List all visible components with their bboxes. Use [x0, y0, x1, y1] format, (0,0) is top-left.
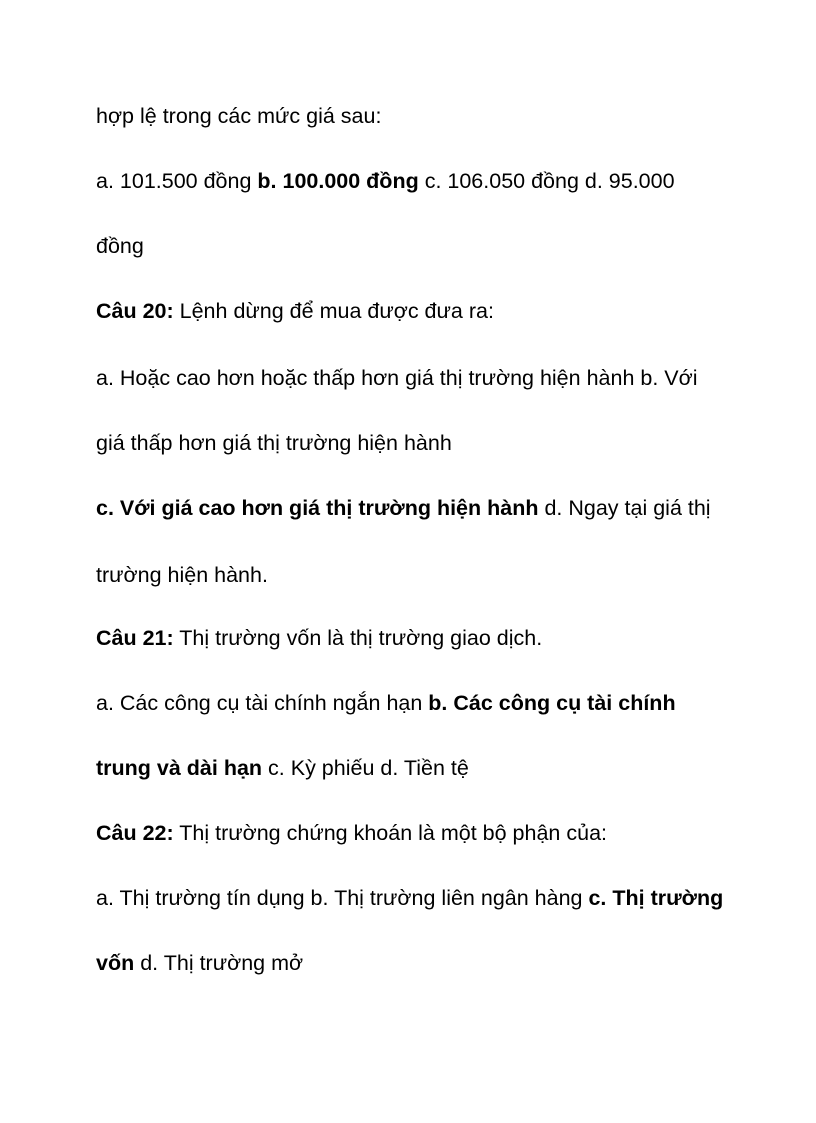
- q22-option-d: d. Thị trường mở: [134, 951, 304, 975]
- line-1-text: hợp lệ trong các mức giá sau:: [96, 104, 382, 128]
- answer-option-b: b. 100.000 đồng: [257, 169, 419, 193]
- text-line-6: [96, 429, 736, 457]
- question-20-label: Câu 20:: [96, 299, 174, 323]
- question-22-text: Thị trường chứng khoán là một bộ phận của:: [173, 821, 607, 845]
- q20-options-a-b: a. Hoặc cao hơn hoặc thấp hơn giá thị trường hiện hành b. Với: [96, 366, 698, 390]
- question-20: [96, 297, 736, 325]
- text-line-10: [96, 689, 736, 717]
- text-line-2: [96, 167, 736, 195]
- text-line-7: [96, 494, 736, 522]
- text-line-11: [96, 754, 736, 782]
- text-line-14: [96, 949, 736, 977]
- q21-option-a: a. Các công cụ tài chính ngắn hạn: [96, 691, 429, 715]
- q21-answer-b-cont: trung và dài hạn: [96, 756, 263, 780]
- options-c-d-text: c. 106.050 đồng d. 95.000: [418, 169, 675, 193]
- q20-option-d: d. Ngay tại giá thị: [538, 496, 711, 520]
- question-21-label: Câu 21:: [96, 626, 174, 650]
- q22-options-a-b: a. Thị trường tín dụng b. Thị trường liên ngân hàng: [96, 886, 589, 910]
- text-line-5: [96, 364, 736, 392]
- option-a-text: a. 101.500 đồng: [96, 169, 258, 193]
- question-21: [96, 624, 736, 652]
- q21-options-c-d: c. Kỳ phiếu d. Tiền tệ: [262, 756, 469, 780]
- text-line-13: [96, 884, 736, 912]
- q22-answer-c: c. Thị trường: [588, 886, 724, 910]
- text-line-8: [96, 561, 736, 589]
- q20-answer-c: c. Với giá cao hơn giá thị trường hiện hành: [96, 496, 539, 520]
- q20-option-d-cont: trường hiện hành.: [96, 563, 268, 587]
- question-22: [96, 819, 736, 847]
- q21-answer-b: b. Các công cụ tài chính: [428, 691, 676, 715]
- text-line-3: [96, 232, 736, 260]
- q20-option-b-cont: giá thấp hơn giá thị trường hiện hành: [96, 431, 452, 455]
- text-line-1: [96, 102, 736, 130]
- q22-answer-c-cont: vốn: [96, 951, 135, 975]
- question-21-text: Thị trường vốn là thị trường giao dịch.: [173, 626, 543, 650]
- line-3-text: đồng: [96, 234, 144, 258]
- question-20-text: Lệnh dừng để mua được đưa ra:: [173, 299, 494, 323]
- question-22-label: Câu 22:: [96, 821, 174, 845]
